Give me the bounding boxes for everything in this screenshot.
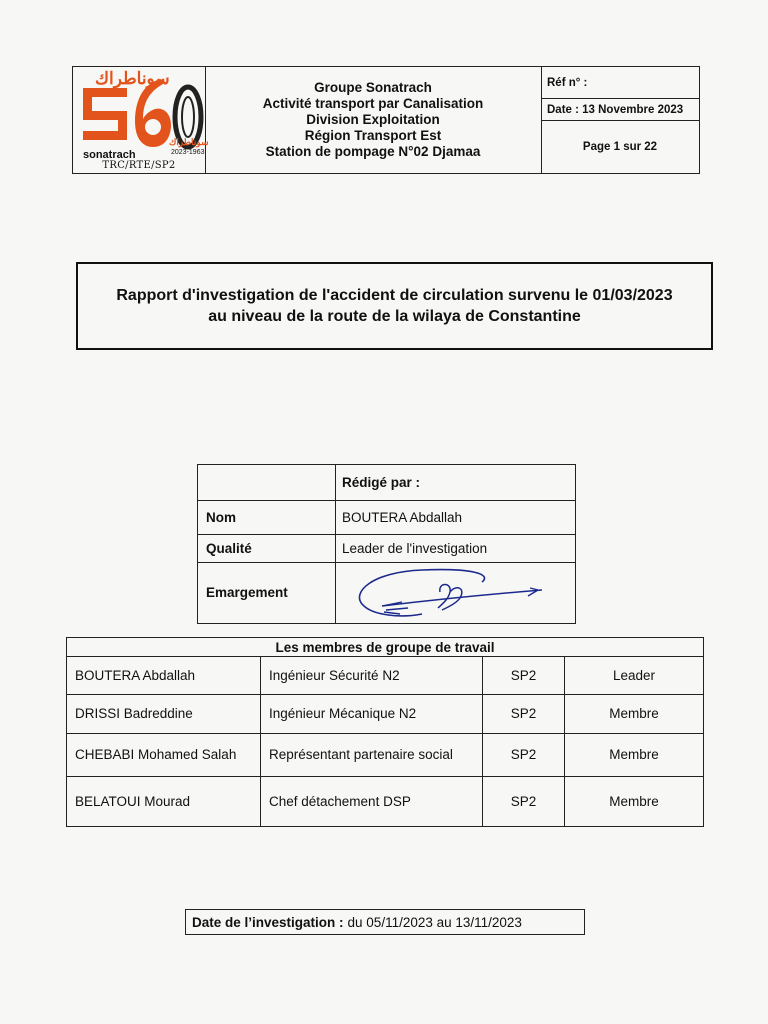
member-name: DRISSI Badreddine bbox=[67, 694, 261, 733]
member-status: Membre bbox=[609, 793, 659, 809]
author-label: Qualité bbox=[198, 534, 336, 562]
author-label: Nom bbox=[198, 500, 336, 534]
author-table-empty-cell bbox=[198, 465, 336, 500]
anniversary-years: 2023-1963 bbox=[171, 149, 205, 156]
author-table-header bbox=[198, 465, 575, 501]
member-unit: SP2 bbox=[483, 694, 565, 733]
author-value: BOUTERA Abdallah bbox=[342, 509, 463, 525]
document-code: TRC/RTE/SP2 bbox=[102, 160, 176, 171]
member-role: Représentant partenaire social bbox=[261, 733, 483, 776]
header-organization bbox=[205, 67, 542, 173]
brand-arabic: سوناطراك bbox=[95, 69, 170, 88]
handwritten-signature bbox=[342, 564, 542, 622]
header-line: Activité transport par Canalisation bbox=[262, 96, 484, 111]
table-row bbox=[67, 733, 703, 777]
author-row-name bbox=[198, 500, 575, 535]
author-value: Leader de l'investigation bbox=[342, 540, 488, 556]
member-unit: SP2 bbox=[483, 733, 565, 776]
investigation-date bbox=[185, 909, 585, 935]
member-role: Chef détachement DSP bbox=[261, 776, 483, 826]
author-label: Emargement bbox=[198, 562, 336, 623]
member-unit: SP2 bbox=[483, 776, 565, 826]
author-table bbox=[197, 464, 576, 624]
table-row bbox=[67, 657, 703, 695]
header-meta bbox=[541, 67, 699, 173]
working-group-heading: Les membres de groupe de travail bbox=[67, 638, 703, 657]
anniversary-arabic: سوناطراك bbox=[169, 137, 209, 147]
investigation-date-value: du 05/11/2023 au 13/11/2023 bbox=[347, 914, 522, 930]
report-title-line: au niveau de la route de la wilaya de Constantine bbox=[208, 308, 581, 325]
member-status: Membre bbox=[609, 706, 659, 721]
working-group-table bbox=[66, 637, 704, 827]
member-status: Leader bbox=[612, 668, 656, 683]
table-row bbox=[67, 694, 703, 734]
document-date: Date : 13 Novembre 2023 bbox=[541, 99, 699, 121]
member-name: BOUTERA Abdallah bbox=[67, 657, 261, 694]
member-unit: SP2 bbox=[483, 657, 565, 694]
brand-latin: sonatrach bbox=[83, 149, 136, 161]
sonatrach-logo bbox=[73, 67, 209, 173]
author-table-heading: Rédigé par : bbox=[342, 475, 421, 490]
author-row-quality bbox=[198, 534, 575, 563]
header-line: Station de pompage N°02 Djamaa bbox=[265, 144, 481, 159]
report-title bbox=[76, 262, 713, 350]
document-header bbox=[72, 66, 700, 174]
member-name: BELATOUI Mourad bbox=[67, 776, 261, 826]
member-name: CHEBABI Mohamed Salah bbox=[67, 733, 261, 776]
member-status: Membre bbox=[609, 747, 659, 762]
header-line: Région Transport Est bbox=[304, 128, 442, 143]
table-row bbox=[67, 776, 703, 826]
page-number: Page 1 sur 22 bbox=[582, 141, 658, 153]
header-line: Division Exploitation bbox=[306, 112, 440, 127]
header-line: Groupe Sonatrach bbox=[314, 80, 432, 95]
member-role: Ingénieur Sécurité N2 bbox=[261, 657, 483, 694]
signature-cell bbox=[336, 562, 575, 623]
author-row-signature bbox=[198, 562, 575, 623]
member-role: Ingénieur Mécanique N2 bbox=[261, 694, 483, 733]
investigation-date-label: Date de l’investigation : bbox=[192, 914, 344, 930]
report-title-line: Rapport d'investigation de l'accident de circulation survenu le 01/03/2023 bbox=[116, 287, 673, 304]
reference-number: Réf n° : bbox=[541, 67, 699, 99]
